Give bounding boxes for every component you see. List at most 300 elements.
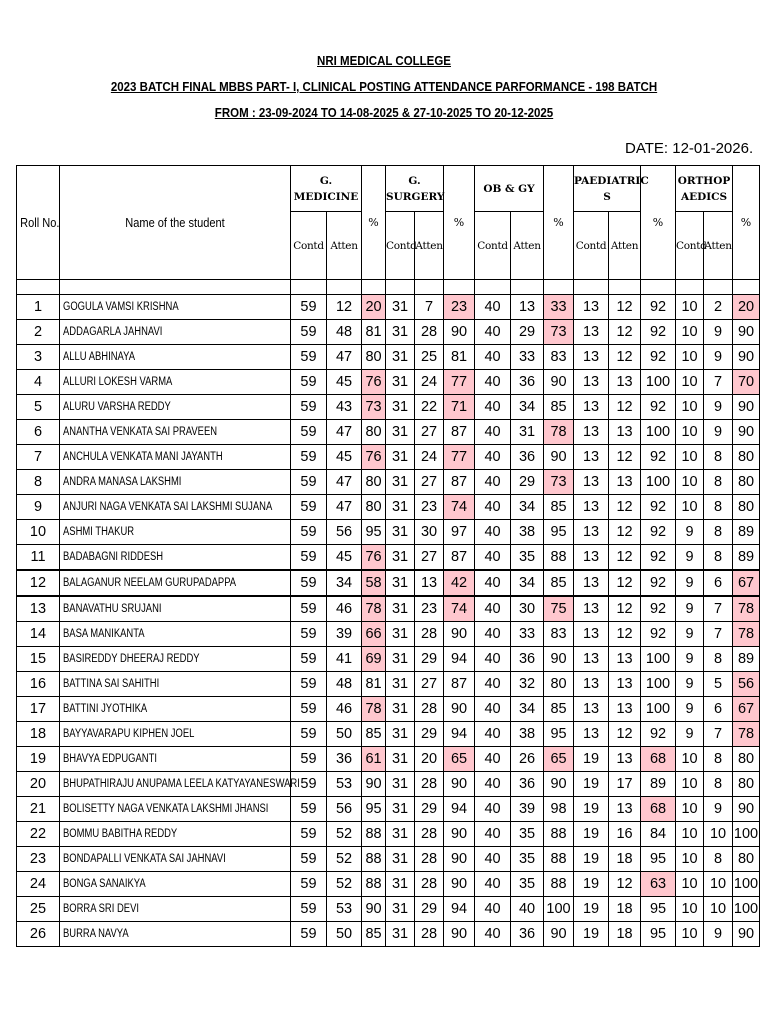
percent-cell: 85 — [544, 697, 574, 722]
percent-cell: 92 — [641, 722, 676, 747]
atten-cell: 7 — [704, 722, 733, 747]
roll-number: 4 — [17, 370, 60, 395]
table-row — [17, 370, 760, 395]
percent-cell: 94 — [444, 722, 475, 747]
percent-cell: 74 — [444, 495, 475, 520]
atten-cell: 23 — [415, 495, 444, 520]
percent-cell: 90 — [444, 772, 475, 797]
percent-cell: 92 — [641, 570, 676, 596]
contd-cell: 40 — [475, 520, 511, 545]
atten-cell: 7 — [704, 596, 733, 622]
table-row — [17, 922, 760, 947]
atten-cell: 34 — [511, 697, 544, 722]
contd-cell: 40 — [475, 722, 511, 747]
percent-cell: 100 — [641, 647, 676, 672]
contd-cell: 59 — [291, 295, 327, 320]
atten-cell: 38 — [511, 520, 544, 545]
percent-cell: 78 — [544, 420, 574, 445]
contd-cell: 59 — [291, 545, 327, 571]
percent-cell: 81 — [362, 320, 386, 345]
percent-cell: 89 — [641, 772, 676, 797]
contd-cell: 13 — [574, 672, 609, 697]
atten-cell: 28 — [415, 697, 444, 722]
percent-cell: 90 — [544, 647, 574, 672]
contd-cell: 13 — [574, 345, 609, 370]
atten-cell: 12 — [609, 395, 641, 420]
percent-cell: 100 — [733, 822, 760, 847]
atten-cell: 17 — [609, 772, 641, 797]
contd-cell: 13 — [574, 545, 609, 571]
percent-cell: 80 — [733, 847, 760, 872]
atten-cell: 41 — [327, 647, 362, 672]
percent-cell: 95 — [641, 897, 676, 922]
roll-number: 20 — [17, 772, 60, 797]
roll-number: 18 — [17, 722, 60, 747]
atten-cell: 12 — [609, 570, 641, 596]
roll-number: 3 — [17, 345, 60, 370]
contd-cell: 59 — [291, 495, 327, 520]
atten-cell: 28 — [415, 872, 444, 897]
student-name: ANJURI NAGA VENKATA SAI LAKSHMI SUJANA — [60, 495, 291, 520]
percent-cell: 80 — [733, 747, 760, 772]
atten-cell: 10 — [704, 822, 733, 847]
atten-cell: 12 — [609, 445, 641, 470]
contd-cell: 40 — [475, 797, 511, 822]
contd-cell: 31 — [386, 345, 415, 370]
contd-cell: 13 — [574, 570, 609, 596]
atten-cell: 52 — [327, 847, 362, 872]
atten-cell: 13 — [415, 570, 444, 596]
contd-cell: 31 — [386, 420, 415, 445]
contd-cell: 40 — [475, 847, 511, 872]
contd-cell: 31 — [386, 722, 415, 747]
student-name: BOMMU BABITHA REDDY — [60, 822, 291, 847]
table-row — [17, 445, 760, 470]
student-name: BURRA NAVYA — [60, 922, 291, 947]
atten-cell: 23 — [415, 596, 444, 622]
atten-cell: 48 — [327, 320, 362, 345]
percent-cell: 87 — [444, 545, 475, 571]
roll-number: 8 — [17, 470, 60, 495]
percent-cell: 73 — [544, 320, 574, 345]
atten-cell: 22 — [415, 395, 444, 420]
student-name: BHUPATHIRAJU ANUPAMA LEELA KATYAYANESWARI — [60, 772, 291, 797]
percent-cell: 80 — [362, 470, 386, 495]
atten-cell: 31 — [511, 420, 544, 445]
contd-cell: 40 — [475, 622, 511, 647]
atten-cell: 27 — [415, 672, 444, 697]
percent-cell: 23 — [444, 295, 475, 320]
atten-cell: 12 — [609, 722, 641, 747]
contd-cell: 10 — [676, 470, 704, 495]
atten-cell: 34 — [327, 570, 362, 596]
percent-cell: 77 — [444, 370, 475, 395]
atten-cell: 5 — [704, 672, 733, 697]
student-name: BASIREDDY DHEERAJ REDDY — [60, 647, 291, 672]
contd-cell: 40 — [475, 470, 511, 495]
atten-cell: 30 — [511, 596, 544, 622]
atten-cell: 8 — [704, 647, 733, 672]
atten-cell: 27 — [415, 545, 444, 571]
atten-cell: 50 — [327, 722, 362, 747]
percent-cell: 95 — [641, 922, 676, 947]
atten-cell: 12 — [609, 345, 641, 370]
percent-cell: 66 — [362, 622, 386, 647]
percent-cell: 90 — [362, 772, 386, 797]
table-row — [17, 545, 760, 571]
contd-cell: 59 — [291, 470, 327, 495]
atten-cell: 12 — [609, 495, 641, 520]
contd-cell: 13 — [574, 495, 609, 520]
percent-cell: 58 — [362, 570, 386, 596]
percent-cell: 100 — [733, 897, 760, 922]
percent-cell: 88 — [362, 872, 386, 897]
contd-cell: 31 — [386, 445, 415, 470]
atten-cell: 6 — [704, 697, 733, 722]
atten-cell: 18 — [609, 922, 641, 947]
atten-cell: 28 — [415, 320, 444, 345]
student-name: BATTINA SAI SAHITHI — [60, 672, 291, 697]
percent-cell: 85 — [362, 922, 386, 947]
table-row — [17, 495, 760, 520]
contd-cell: 40 — [475, 872, 511, 897]
percent-cell: 65 — [444, 747, 475, 772]
atten-cell: 52 — [327, 872, 362, 897]
percent-cell: 92 — [641, 545, 676, 571]
roll-number: 5 — [17, 395, 60, 420]
percent-cell: 61 — [362, 747, 386, 772]
atten-cell: 29 — [415, 647, 444, 672]
roll-number: 13 — [17, 596, 60, 622]
pct-header: % — [733, 166, 760, 280]
percent-cell: 90 — [544, 445, 574, 470]
student-name: BATTINI JYOTHIKA — [60, 697, 291, 722]
contd-cell: 31 — [386, 622, 415, 647]
percent-cell: 20 — [362, 295, 386, 320]
table-row — [17, 622, 760, 647]
atten-cell: 13 — [609, 470, 641, 495]
percent-cell: 90 — [444, 622, 475, 647]
percent-cell: 92 — [641, 295, 676, 320]
contd-cell: 10 — [676, 320, 704, 345]
percent-cell: 87 — [444, 420, 475, 445]
percent-cell: 89 — [733, 520, 760, 545]
student-name: ASHMI THAKUR — [60, 520, 291, 545]
table-row — [17, 345, 760, 370]
contd-cell: 31 — [386, 672, 415, 697]
percent-cell: 90 — [733, 345, 760, 370]
contd-cell: 40 — [475, 772, 511, 797]
percent-cell: 80 — [362, 495, 386, 520]
contd-cell: 40 — [475, 420, 511, 445]
atten-cell: 28 — [415, 922, 444, 947]
atten-cell: 52 — [327, 822, 362, 847]
percent-cell: 89 — [733, 647, 760, 672]
atten-cell: 25 — [415, 345, 444, 370]
contd-cell: 59 — [291, 570, 327, 596]
table-row — [17, 520, 760, 545]
percent-cell: 90 — [444, 922, 475, 947]
pct-header: % — [444, 166, 475, 280]
atten-cell: 32 — [511, 672, 544, 697]
atten-cell: 13 — [511, 295, 544, 320]
student-name: BOLISETTY NAGA VENKATA LAKSHMI JHANSI — [60, 797, 291, 822]
atten-header: Atten — [415, 212, 444, 280]
atten-cell: 8 — [704, 520, 733, 545]
percent-cell: 77 — [444, 445, 475, 470]
atten-cell: 47 — [327, 420, 362, 445]
atten-cell: 27 — [415, 420, 444, 445]
contd-cell: 59 — [291, 420, 327, 445]
percent-cell: 88 — [544, 545, 574, 571]
atten-cell: 26 — [511, 747, 544, 772]
percent-cell: 95 — [544, 520, 574, 545]
atten-cell: 27 — [415, 470, 444, 495]
student-name: ADDAGARLA JAHNAVI — [60, 320, 291, 345]
percent-cell: 80 — [362, 345, 386, 370]
atten-cell: 29 — [415, 797, 444, 822]
atten-cell: 7 — [704, 370, 733, 395]
atten-cell: 28 — [415, 622, 444, 647]
contd-cell: 13 — [574, 420, 609, 445]
percent-cell: 84 — [641, 822, 676, 847]
percent-cell: 95 — [362, 797, 386, 822]
atten-cell: 12 — [327, 295, 362, 320]
atten-cell: 36 — [327, 747, 362, 772]
percent-cell: 90 — [733, 420, 760, 445]
roll-number: 12 — [17, 570, 60, 596]
atten-cell: 12 — [609, 320, 641, 345]
percent-cell: 90 — [544, 370, 574, 395]
contd-cell: 59 — [291, 320, 327, 345]
percent-cell: 90 — [733, 922, 760, 947]
roll-number: 17 — [17, 697, 60, 722]
percent-cell: 20 — [733, 295, 760, 320]
atten-cell: 24 — [415, 370, 444, 395]
contd-cell: 59 — [291, 345, 327, 370]
contd-cell: 10 — [676, 345, 704, 370]
atten-cell: 8 — [704, 495, 733, 520]
percent-cell: 83 — [544, 345, 574, 370]
contd-cell: 13 — [574, 647, 609, 672]
student-name: ALLURI LOKESH VARMA — [60, 370, 291, 395]
contd-cell: 19 — [574, 822, 609, 847]
atten-cell: 13 — [609, 420, 641, 445]
contd-cell: 31 — [386, 822, 415, 847]
contd-header: Contd — [475, 212, 511, 280]
atten-cell: 35 — [511, 847, 544, 872]
percent-cell: 76 — [362, 545, 386, 571]
contd-cell: 31 — [386, 370, 415, 395]
contd-cell: 59 — [291, 395, 327, 420]
atten-cell: 46 — [327, 697, 362, 722]
contd-cell: 40 — [475, 897, 511, 922]
contd-cell: 59 — [291, 797, 327, 822]
roll-number: 22 — [17, 822, 60, 847]
atten-cell: 45 — [327, 545, 362, 571]
contd-cell: 40 — [475, 370, 511, 395]
atten-cell: 39 — [511, 797, 544, 822]
contd-cell: 9 — [676, 596, 704, 622]
percent-cell: 56 — [733, 672, 760, 697]
percent-cell: 98 — [544, 797, 574, 822]
table-row — [17, 395, 760, 420]
contd-cell: 9 — [676, 570, 704, 596]
contd-cell: 10 — [676, 747, 704, 772]
contd-cell: 19 — [574, 772, 609, 797]
atten-cell: 45 — [327, 445, 362, 470]
atten-cell: 10 — [704, 897, 733, 922]
atten-cell: 8 — [704, 747, 733, 772]
percent-cell: 80 — [733, 470, 760, 495]
percent-cell: 33 — [544, 295, 574, 320]
percent-cell: 95 — [362, 520, 386, 545]
table-row — [17, 596, 760, 622]
percent-cell: 68 — [641, 747, 676, 772]
percent-cell: 80 — [733, 495, 760, 520]
contd-header: Contd — [386, 212, 415, 280]
atten-cell: 9 — [704, 395, 733, 420]
contd-cell: 59 — [291, 520, 327, 545]
contd-cell: 13 — [574, 320, 609, 345]
roll-number: 23 — [17, 847, 60, 872]
roll-number: 1 — [17, 295, 60, 320]
percent-cell: 100 — [641, 470, 676, 495]
contd-cell: 10 — [676, 797, 704, 822]
percent-cell: 65 — [544, 747, 574, 772]
percent-cell: 89 — [733, 545, 760, 571]
contd-cell: 40 — [475, 570, 511, 596]
atten-cell: 36 — [511, 772, 544, 797]
contd-cell: 31 — [386, 847, 415, 872]
atten-cell: 9 — [704, 922, 733, 947]
contd-cell: 59 — [291, 922, 327, 947]
percent-cell: 68 — [641, 797, 676, 822]
percent-cell: 100 — [641, 420, 676, 445]
percent-cell: 76 — [362, 445, 386, 470]
contd-cell: 9 — [676, 672, 704, 697]
atten-header: Atten — [704, 212, 733, 280]
percent-cell: 81 — [362, 672, 386, 697]
table-row — [17, 672, 760, 697]
percent-cell: 80 — [544, 672, 574, 697]
contd-cell: 13 — [574, 445, 609, 470]
percent-cell: 90 — [444, 320, 475, 345]
contd-cell: 40 — [475, 922, 511, 947]
contd-cell: 31 — [386, 596, 415, 622]
atten-cell: 53 — [327, 897, 362, 922]
atten-cell: 24 — [415, 445, 444, 470]
roll-number: 16 — [17, 672, 60, 697]
contd-cell: 31 — [386, 772, 415, 797]
percent-cell: 90 — [444, 847, 475, 872]
contd-cell: 40 — [475, 345, 511, 370]
percent-cell: 85 — [362, 722, 386, 747]
report-title: 2023 BATCH FINAL MBBS PART- I, CLINICAL POSTING ATTENDANCE PARFORMANCE - 198 BATCH — [110, 80, 658, 94]
student-name: ALLU ABHINAYA — [60, 345, 291, 370]
contd-cell: 19 — [574, 797, 609, 822]
student-name: BALAGANUR NEELAM GURUPADAPPA — [60, 570, 291, 596]
percent-cell: 87 — [444, 470, 475, 495]
table-row — [17, 420, 760, 445]
percent-cell: 88 — [544, 872, 574, 897]
atten-cell: 34 — [511, 395, 544, 420]
atten-cell: 46 — [327, 596, 362, 622]
contd-cell: 10 — [676, 897, 704, 922]
contd-cell: 40 — [475, 672, 511, 697]
group-header-medicine: G. MEDICINE — [291, 166, 362, 212]
roll-number: 11 — [17, 545, 60, 571]
group-header-surgery: G. SURGERY — [386, 166, 444, 212]
contd-header: Contd — [291, 212, 327, 280]
percent-cell: 78 — [733, 722, 760, 747]
student-name: BASA MANIKANTA — [60, 622, 291, 647]
contd-cell: 13 — [574, 470, 609, 495]
percent-cell: 100 — [733, 872, 760, 897]
percent-cell: 92 — [641, 445, 676, 470]
atten-cell: 40 — [511, 897, 544, 922]
roll-number: 26 — [17, 922, 60, 947]
roll-number: 19 — [17, 747, 60, 772]
contd-cell: 31 — [386, 520, 415, 545]
percent-cell: 70 — [733, 370, 760, 395]
atten-cell: 29 — [511, 470, 544, 495]
percent-cell: 90 — [544, 922, 574, 947]
student-name: BONGA SANAIKYA — [60, 872, 291, 897]
atten-header: Atten — [511, 212, 544, 280]
percent-cell: 90 — [544, 772, 574, 797]
group-header-orthopaedics: ORTHOP AEDICS — [676, 166, 733, 212]
percent-cell: 95 — [641, 847, 676, 872]
table-row — [17, 897, 760, 922]
percent-cell: 78 — [733, 596, 760, 622]
atten-cell: 13 — [609, 697, 641, 722]
percent-cell: 78 — [733, 622, 760, 647]
percent-cell: 87 — [444, 672, 475, 697]
percent-cell: 85 — [544, 495, 574, 520]
contd-cell: 59 — [291, 647, 327, 672]
percent-cell: 94 — [444, 797, 475, 822]
contd-cell: 40 — [475, 647, 511, 672]
contd-cell: 10 — [676, 295, 704, 320]
percent-cell: 90 — [733, 797, 760, 822]
atten-cell: 36 — [511, 370, 544, 395]
atten-cell: 47 — [327, 470, 362, 495]
percent-cell: 94 — [444, 897, 475, 922]
atten-cell: 36 — [511, 922, 544, 947]
percent-cell: 69 — [362, 647, 386, 672]
contd-header: Contd — [676, 212, 704, 280]
contd-cell: 40 — [475, 697, 511, 722]
percent-cell: 92 — [641, 395, 676, 420]
contd-cell: 13 — [574, 370, 609, 395]
contd-cell: 10 — [676, 822, 704, 847]
contd-cell: 59 — [291, 897, 327, 922]
percent-cell: 95 — [544, 722, 574, 747]
percent-cell: 92 — [641, 520, 676, 545]
percent-cell: 78 — [362, 697, 386, 722]
contd-cell: 31 — [386, 470, 415, 495]
contd-cell: 59 — [291, 672, 327, 697]
table-row — [17, 470, 760, 495]
student-name: ANDRA MANASA LAKSHMI — [60, 470, 291, 495]
contd-cell: 40 — [475, 596, 511, 622]
table-row — [17, 295, 760, 320]
roll-header: Roll No. — [17, 166, 60, 280]
percent-cell: 94 — [444, 647, 475, 672]
percent-cell: 100 — [641, 697, 676, 722]
contd-cell: 59 — [291, 445, 327, 470]
